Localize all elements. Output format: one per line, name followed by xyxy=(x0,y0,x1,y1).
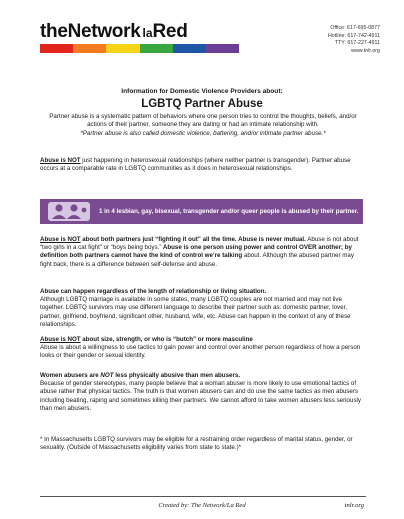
section-heterosexual-lead: Abuse is NOT xyxy=(40,157,81,164)
rainbow-orange xyxy=(73,44,106,53)
section-size-heading xyxy=(40,336,366,344)
rainbow-stripe xyxy=(40,44,239,53)
section-massachusetts xyxy=(40,436,366,452)
intro-note: *Partner abuse is also called domestic violence, battering, and/or intimate partner abuse.* xyxy=(80,129,326,137)
footer-website[interactable]: tnlr.org xyxy=(344,502,364,509)
statistic-text: 1 in 4 lesbian, gay, bisexual, transgender and/or queer people is abused by their partner. xyxy=(99,207,359,215)
section-heterosexual-text: just happening in heterosexual relationships (where neither partner is transgender). Partner abuse occurs at a comparable rate in LGBTQ communities as it does in heterosexual relationships. xyxy=(40,157,351,173)
rainbow-yellow xyxy=(106,44,139,53)
section-women xyxy=(40,372,366,413)
contact-office: Office: 617-695-0877 xyxy=(330,25,380,31)
section-size-heading-rest: about size, strength, or who is “butch” or more masculine xyxy=(80,336,253,343)
footer-divider xyxy=(40,496,366,497)
section-women-text: Because of gender stereotypes, many people believe that a woman abuser is more likely to use emotional tactics of abuse rather that physical tactics. The truth is that women abusers can and do use the same tactics as men abusers including beating, raping and sometimes killing their partners. We cannot afford to take women abusers less seriously than men abusers. xyxy=(40,380,362,412)
section-mutual-bold1: about both partners just “fighting it out” all the time. Abuse is never mutual. xyxy=(80,236,306,243)
contact-info xyxy=(328,25,380,55)
section-women-heading xyxy=(40,372,366,380)
section-massachusetts-text: * In Massachusetts LGBTQ survivors may be eligible for a restraining order regardless of marital status, gender, or sexuality. (Outside of Massachusetts eligibility varies from state to state.)* xyxy=(40,436,353,452)
section-heterosexual xyxy=(40,157,366,173)
section-mutual-lead: Abuse is NOT xyxy=(40,236,81,243)
document-title: LGBTQ Partner Abuse xyxy=(141,98,263,110)
section-size-lead: Abuse is NOT xyxy=(40,336,81,343)
section-women-heading-a: Women abusers are xyxy=(40,372,101,379)
contact-hotline: Hotline: 617-742-4911 xyxy=(327,32,380,39)
rainbow-purple xyxy=(206,44,239,53)
section-mutual-bold2: Abuse is one person using power and control OVER another; by definition both partners cannot have the kind of control we’re talking xyxy=(40,244,352,260)
section-mutual-text1: Abuse is not about “two girls in a cat fight” or “boys being boys.” xyxy=(40,236,359,252)
logo-the: the xyxy=(40,21,68,42)
section-mutual xyxy=(40,236,366,269)
section-relationship xyxy=(40,288,366,329)
rainbow-blue xyxy=(173,44,206,53)
section-women-heading-b: less physically abusive than men abusers. xyxy=(113,372,241,379)
section-size-text: Abuse is about a willingness to use tactics to gain power and control over another person regardless of how a person looks or their gender or sexual identity. xyxy=(40,344,361,360)
contact-website[interactable]: www.tnlr.org xyxy=(351,47,380,54)
logo-red: Red xyxy=(152,21,188,42)
logo-la: la xyxy=(142,26,153,40)
section-mutual-text2: about. Although the abused partner may fight back, there is a difference between self-defense and abuse. xyxy=(40,252,354,268)
network-la-red-logo xyxy=(40,22,239,53)
people-icon xyxy=(48,202,90,221)
logo-wordmark xyxy=(40,22,239,43)
footer-credit: Created by: The Network/La Red xyxy=(158,502,246,509)
section-women-heading-not: NOT xyxy=(100,372,114,379)
contact-tty: TTY: 617-227-4911 xyxy=(334,40,380,47)
section-relationship-heading: Abuse can happen regardless of the length of relationship or living situation. xyxy=(40,288,267,295)
rainbow-green xyxy=(140,44,173,53)
intro-text: Partner abuse is a systematic pattern of behaviors where one person tries to control the thoughts, beliefs, and/or actions of their partner, someone they are dating or had an intimate relationship with. xyxy=(49,113,357,129)
document-pretitle: Information for Domestic Violence Providers about: xyxy=(121,88,283,95)
statistic-banner xyxy=(40,199,363,224)
logo-network: Network xyxy=(67,21,141,42)
rainbow-red xyxy=(40,44,73,53)
section-size xyxy=(40,336,366,361)
section-relationship-text: Although LGBTQ marriage is available in some states, many LGBTQ couples are not married and may not live together. LGBTQ survivors may use different language to describe their partner such as: domestic partner, lover, partner, girlfriend, boyfriend, significant other, husband, wife, etc. Abuse can happen in the context of any of these relationships. xyxy=(40,296,351,328)
intro-paragraph xyxy=(40,113,366,138)
